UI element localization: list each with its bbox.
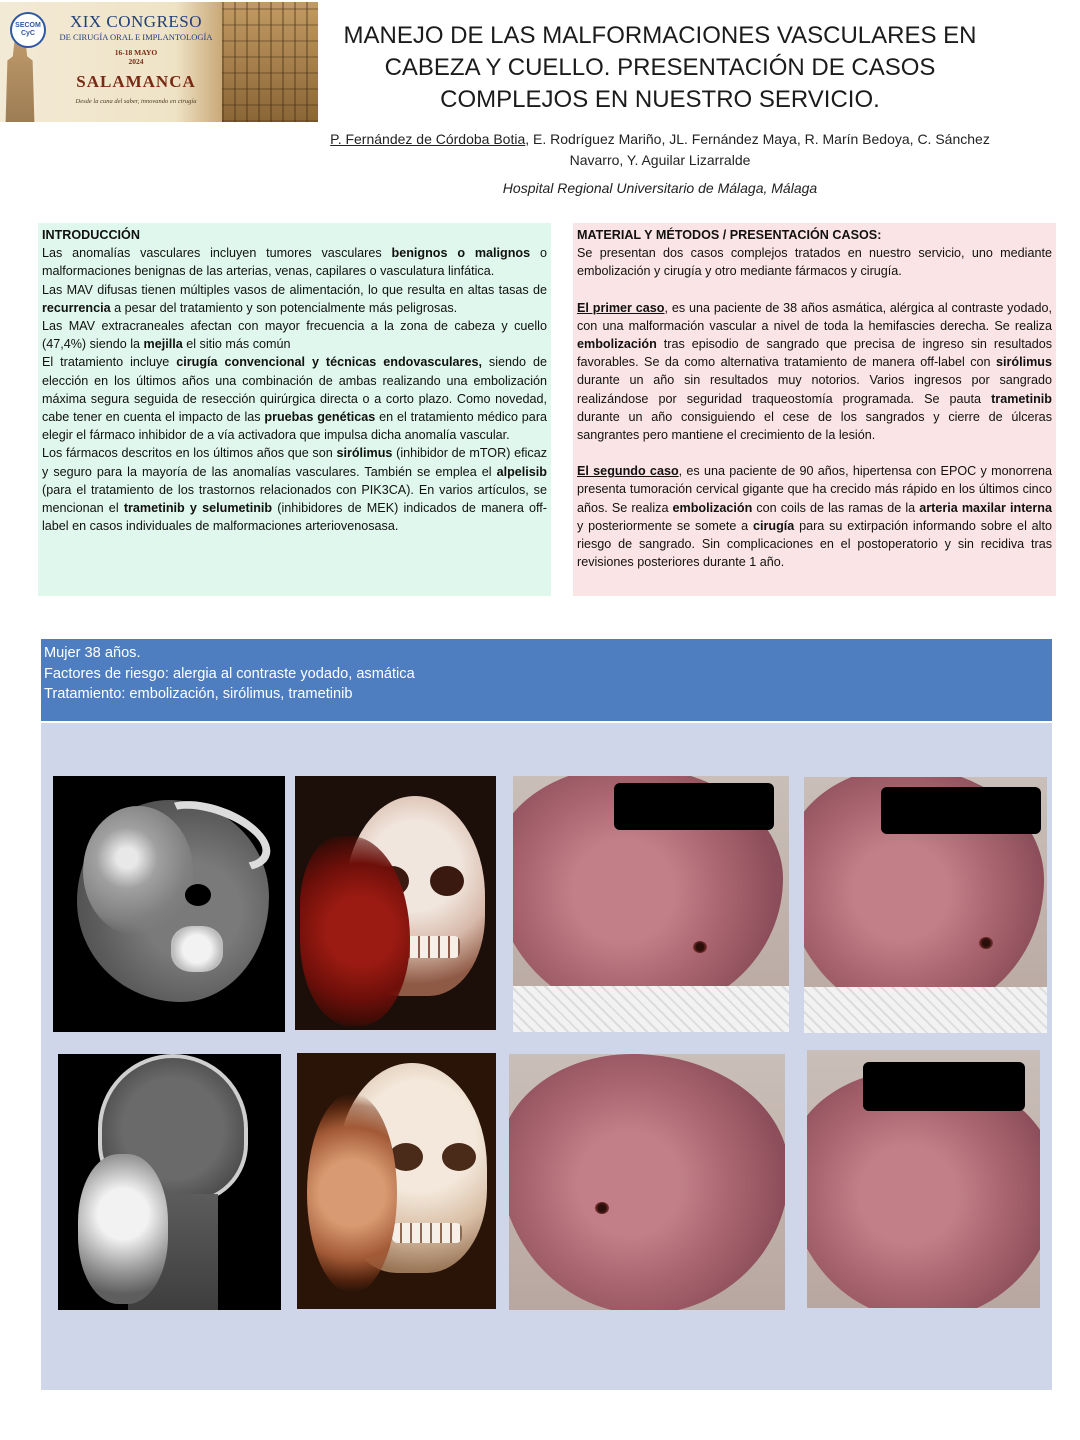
- intro-paragraph-1: Las anomalías vasculares incluyen tumores vasculares benignos o malignos o malformaciones benignas de las arterias, venas, capilares o vasculatura linfática.: [42, 246, 547, 279]
- patient-face-photo-3: [509, 1054, 785, 1310]
- privacy-bar: [881, 787, 1041, 834]
- patient-face-photo-4: [807, 1050, 1040, 1308]
- methods-section: [573, 223, 1056, 596]
- banner-city: SALAMANCA: [76, 72, 196, 91]
- banner-slogan: Desde la cuna del saber, innovando en cirugía: [75, 98, 197, 105]
- intro-paragraph-3: Las MAV extracraneales afectan con mayor frecuencia a la zona de cabeza y cuello (47,4%) siendo la mejilla el sitio más común: [42, 319, 547, 352]
- authors: [330, 129, 990, 171]
- methods-heading: MATERIAL Y MÉTODOS / PRESENTACIÓN CASOS:: [577, 228, 882, 242]
- poster-title: MANEJO DE LAS MALFORMACIONES VASCULARES EN CABEZA Y CUELLO. PRESENTACIÓN DE CASOS COMPLEJOS EN NUESTRO SERVICIO.: [343, 22, 977, 113]
- introduction-section: [38, 223, 551, 596]
- intro-paragraph-4: El tratamiento incluye cirugía convencional y técnicas endovasculares, siendo de elección en los últimos años una combinación de ambas realizando una embolización máxima segura seguida de resección quirúrgica directa o a corto plazo. Como novedad, cabe tener en cuenta el impacto de las pruebas genéticas en el tratamiento médico para elegir el fármaco inhibidor de a vía activadora que impulsa dicha anomalía vascular.: [42, 355, 548, 443]
- 3d-angio-reconstruction-image: [295, 776, 496, 1030]
- presenting-author: P. Fernández de Córdoba Botia: [330, 131, 526, 147]
- case-1-risk-factors: Factores de riesgo: alergia al contraste yodado, asmática: [44, 665, 415, 682]
- secom-logo: SECOM CyC: [10, 12, 46, 48]
- 3d-bone-reconstruction-image: [297, 1053, 496, 1309]
- first-case-paragraph: El primer caso, es una paciente de 38 años asmática, alérgica al contraste yodado, con una malformación vascular a nivel de toda la hemifascies derecha. Se realiza embolización tras episodio de sangrado que precisa de ingreso sin resultados favorables. Se da como alternativa tratamiento de manera off-label con sirólimus durante un año sin resultados muy notorios. Varios ingresos por sangrado realizándose por seguridad traqueostomía programada. Se pauta trametinib durante un año consiguiendo el cese de los sangrados y cierre de úlceras sangrantes pero mantiene el crecimiento de la lesión.: [577, 300, 1052, 443]
- intro-paragraph-2: Las MAV difusas tienen múltiples vasos de alimentación, lo que resulta en altas tasas de recurrencia a pesar del tratamiento y son potencialmente más peligrosas.: [42, 282, 547, 315]
- banner-subtitle: DE CIRUGÍA ORAL E IMPLANTOLOGÍA: [59, 32, 213, 42]
- patient-face-photo-1: [513, 776, 789, 1032]
- case-1-header: [41, 639, 1052, 721]
- patient-face-photo-2: [804, 777, 1047, 1033]
- cathedral-tower-illustration: [2, 40, 38, 122]
- ct-axial-image: [53, 776, 285, 1032]
- second-case-paragraph: El segundo caso, es una paciente de 90 años, hipertensa con EPOC y monorrena presenta tumoración cervical gigante que ha crecido más rápido en los últimos cinco años. Se realiza embolización con coils de las ramas de la arteria maxilar interna y posteriormente se somete a cirugía para su extirpación informando sobre el alto riesgo de sangrado. Sin complicaciones en el postoperatorio y sin recidiva tras revisiones posteriores durante 1 año.: [577, 464, 1052, 570]
- banner-dates: 16-18 MAYO 2024: [114, 48, 158, 66]
- banner-congress: XIX CONGRESO: [69, 12, 203, 31]
- coauthors: , E. Rodríguez Mariño, JL. Fernández Maya, R. Marín Bedoya, C. Sánchez Navarro, Y. Aguilar Lizarralde: [525, 131, 990, 168]
- privacy-bar: [863, 1062, 1025, 1111]
- intro-paragraph-5: Los fármacos descritos en los últimos años que son sirólimus (inhibidor de mTOR) eficaz y seguro para la mayoría de las anomalías vasculares. También se emplea el alpelisib (para el tratamiento de los trastornos relacionados con PIK3CA). En varios artículos, se mencionan el trametinib y selumetinib (inhibidores de MEK) indicados de manera off-label en casos individuales de malformaciones arteriovenosasa.: [42, 446, 547, 534]
- introduction-heading: INTRODUCCIÓN: [42, 228, 140, 242]
- case-1-patient: Mujer 38 años.: [44, 645, 141, 661]
- ct-coronal-image: [58, 1054, 281, 1310]
- methods-paragraph: Se presentan dos casos complejos tratados en nuestro servicio, uno mediante embolización y cirugía y otro mediante fármacos y cirugía.: [577, 246, 1052, 279]
- affiliation: Hospital Regional Universitario de Málaga, Málaga: [502, 180, 818, 196]
- facade-illustration: [222, 2, 318, 122]
- privacy-bar: [614, 783, 774, 830]
- congress-banner: [0, 2, 318, 122]
- case-1-treatment: Tratamiento: embolización, sirólimus, trametinib: [44, 686, 353, 702]
